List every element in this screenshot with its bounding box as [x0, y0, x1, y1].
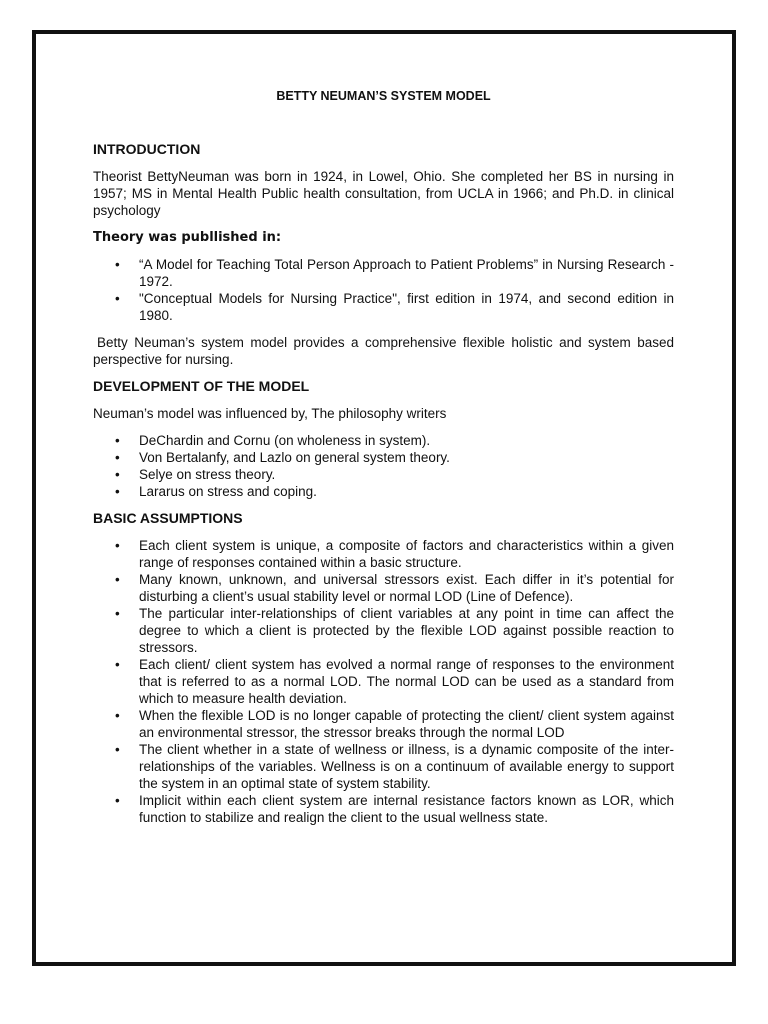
theory-summary: Betty Neuman’s system model provides a comprehensive flexible holistic and system based perspective for nursing. — [93, 335, 674, 367]
development-heading: DEVELOPMENT OF THE MODEL — [93, 378, 310, 394]
list-item — [93, 707, 674, 741]
list-item — [93, 466, 674, 483]
bullet-icon: • — [115, 606, 120, 621]
list-item — [93, 537, 674, 571]
document-body — [93, 88, 674, 836]
document-title: BETTY NEUMAN’S SYSTEM MODEL — [276, 89, 491, 103]
bullet-icon: • — [115, 450, 120, 465]
list-item — [93, 792, 674, 826]
list-item-text: DeChardin and Cornu (on wholeness in system). — [139, 433, 431, 448]
development-intro: Neuman’s model was influenced by, The philosophy writers — [93, 406, 447, 421]
bullet-icon: • — [115, 793, 120, 808]
list-item-text: The client whether in a state of wellness or illness, is a dynamic composite of the inter-relationships of the variables. Wellness is on a continuum of available energy to support the system in an optimal state of system stability. — [139, 742, 674, 791]
list-item-text: Each client/ client system has evolved a normal range of responses to the environment that is referred to as a normal LOD. The normal LOD can be used as a standard from which to measure health deviation. — [139, 657, 674, 706]
list-item-text: Von Bertalanfy, and Lazlo on general system theory. — [139, 450, 450, 465]
list-item-text: “A Model for Teaching Total Person Approach to Patient Problems” in Nursing Research - 1972. — [139, 257, 674, 289]
list-item — [93, 432, 674, 449]
bullet-icon: • — [115, 572, 120, 587]
list-item — [93, 571, 674, 605]
bullet-icon: • — [115, 708, 120, 723]
bullet-icon: • — [115, 742, 120, 757]
bullet-icon: • — [115, 538, 120, 553]
list-item — [93, 256, 674, 290]
theory-list — [93, 256, 674, 324]
list-item — [93, 290, 674, 324]
introduction-heading: INTRODUCTION — [93, 141, 201, 157]
list-item-text: Implicit within each client system are internal resistance factors known as LOR, which function to stabilize and realign the client to the usual wellness state. — [139, 793, 674, 825]
assumptions-list — [93, 537, 674, 826]
bullet-icon: • — [115, 257, 120, 272]
bullet-icon: • — [115, 433, 120, 448]
bullet-icon: • — [115, 467, 120, 482]
list-item — [93, 741, 674, 792]
list-item-text: Lararus on stress and coping. — [139, 484, 317, 499]
list-item-text: Each client system is unique, a composite of factors and characteristics within a given range of responses contained within a basic structure. — [139, 538, 674, 570]
introduction-text: Theorist BettyNeuman was born in 1924, in Lowel, Ohio. She completed her BS in nursing in 1957; MS in Mental Health Public health consultation, from UCLA in 1966; and Ph.D. in clinical psychology — [93, 169, 674, 218]
bullet-icon: • — [115, 291, 120, 306]
list-item-text: The particular inter-relationships of client variables at any point in time can affect the degree to which a client is protected by the flexible LOD against possible reaction to stressors. — [139, 606, 674, 655]
bullet-icon: • — [115, 484, 120, 499]
list-item — [93, 483, 674, 500]
list-item-text: Selye on stress theory. — [139, 467, 276, 482]
list-item — [93, 656, 674, 707]
list-item-text: When the flexible LOD is no longer capable of protecting the client/ client system against an environmental stressor, the stressor breaks through the normal LOD — [139, 708, 674, 740]
list-item-text: Many known, unknown, and universal stressors exist. Each differ in it’s potential for disturbing a client’s usual stability level or normal LOD (Line of Defence). — [139, 572, 674, 604]
assumptions-heading: BASIC ASSUMPTIONS — [93, 510, 243, 526]
theory-heading: Theory was publlished in: — [93, 230, 282, 245]
development-list — [93, 432, 674, 500]
list-item-text: "Conceptual Models for Nursing Practice", first edition in 1974, and second edition in 1980. — [139, 291, 674, 323]
list-item — [93, 449, 674, 466]
bullet-icon: • — [115, 657, 120, 672]
list-item — [93, 605, 674, 656]
